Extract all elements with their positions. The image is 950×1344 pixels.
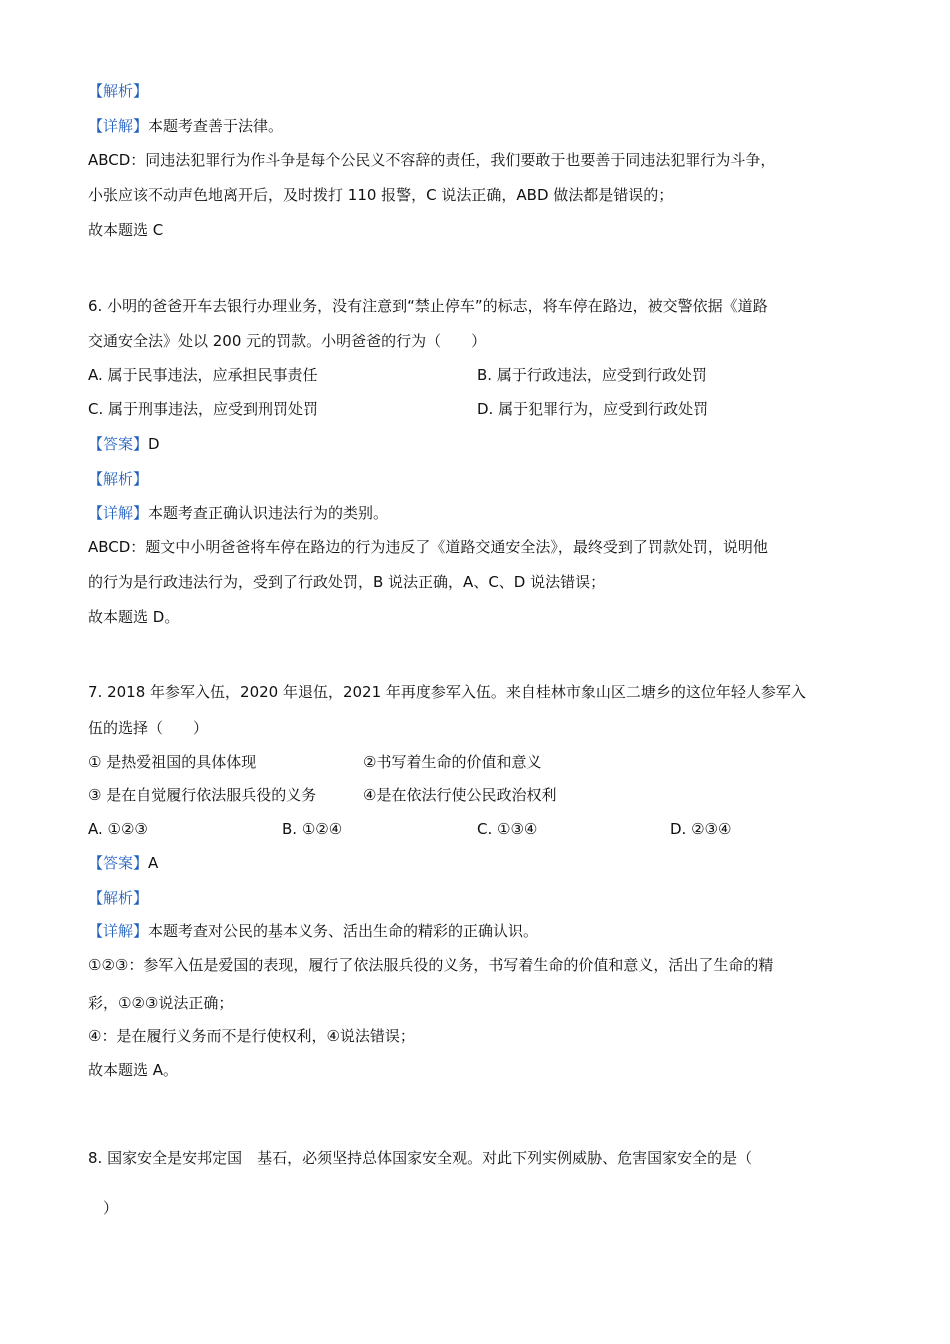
q7-option-c: C. ①③④ xyxy=(477,820,538,838)
explanation-line: 小张应该不动声色地离开后，及时拨打 110 报警，C 说法正确，ABD 做法都是错误的； xyxy=(88,186,674,204)
q7-stem-line: 7. 2018 年参军入伍，2020 年退伍，2021 年再度参军入伍。来自桂林市象山区二塘乡的这位年轻人参军入 xyxy=(88,683,806,701)
explanation-line: ABCD：同违法犯罪行为作斗争是每个公民义不容辞的责任，我们要敢于也要善于同违法犯罪行为斗争， xyxy=(88,151,776,169)
detail-text: 本题考查善于法律。 xyxy=(148,117,284,135)
analysis-label: 【解析】 xyxy=(88,82,149,100)
analysis-label: 【解析】 xyxy=(88,470,149,488)
explanation-line: ①②③：参军入伍是爱国的表现，履行了依法服兵役的义务，书写着生命的价值和意义，活出了生命的精 xyxy=(88,956,774,974)
conclusion-line: 故本题选 D。 xyxy=(88,608,180,626)
explanation-line: ④：是在履行义务而不是行使权利，④说法错误； xyxy=(88,1027,415,1045)
explanation-line: 彩，①②③说法正确； xyxy=(88,994,234,1012)
q6-option-d: D. 属于犯罪行为，应受到行政处罚 xyxy=(477,400,709,418)
answer-value: D xyxy=(148,435,160,453)
detail-paragraph xyxy=(88,503,388,523)
q7-option-d: D. ②③④ xyxy=(670,820,732,838)
q7-item-4: ④是在依法行使公民政治权利 xyxy=(363,786,557,804)
explanation-line: ABCD：题文中小明爸爸将车停在路边的行为违反了《道路交通安全法》，最终受到了罚款处罚，说明他 xyxy=(88,538,768,556)
answer-label: 【答案】 xyxy=(88,854,149,872)
q8-stem-line: 8. 国家安全是安邦定国 基石，必须坚持总体国家安全观。对此下列实例威胁、危害国家安全的是（ xyxy=(88,1149,753,1167)
q7-stem-line: 伍的选择（ ） xyxy=(88,719,209,737)
q6-stem-line: 交通安全法》处以 200 元的罚款。小明爸爸的行为（ ） xyxy=(88,332,487,350)
q7-option-a: A. ①②③ xyxy=(88,820,148,838)
q6-stem-line: 6. 小明的爸爸开车去银行办理业务，没有注意到“禁止停车”的标志，将车停在路边，被交警依据《道路 xyxy=(88,297,768,315)
detail-paragraph xyxy=(88,921,538,941)
q6-option-c: C. 属于刑事违法，应受到刑罚处罚 xyxy=(88,400,319,418)
detail-paragraph xyxy=(88,116,283,136)
q7-item-2: ②书写着生命的价值和意义 xyxy=(363,753,542,771)
detail-label: 【详解】 xyxy=(88,922,149,940)
conclusion-line: 故本题选 A。 xyxy=(88,1061,179,1079)
answer-label: 【答案】 xyxy=(88,435,149,453)
conclusion-line: 故本题选 C xyxy=(88,221,164,239)
q6-option-b: B. 属于行政违法，应受到行政处罚 xyxy=(477,366,707,384)
analysis-label: 【解析】 xyxy=(88,889,149,907)
detail-label: 【详解】 xyxy=(88,504,149,522)
q6-answer xyxy=(88,434,160,454)
detail-text: 本题考查对公民的基本义务、活出生命的精彩的正确认识。 xyxy=(148,922,539,940)
explanation-line: 的行为是行政违法行为，受到了行政处罚，B 说法正确，A、C、D 说法错误； xyxy=(88,573,606,591)
q7-answer xyxy=(88,853,158,873)
q6-option-a: A. 属于民事违法，应承担民事责任 xyxy=(88,366,318,384)
q7-option-b: B. ①②④ xyxy=(282,820,343,838)
q8-stem-line: ） xyxy=(88,1199,119,1217)
q7-item-3: ③ 是在自觉履行依法服兵役的义务 xyxy=(88,786,317,804)
answer-value: A xyxy=(148,854,159,872)
detail-text: 本题考查正确认识违法行为的类别。 xyxy=(148,504,389,522)
detail-label: 【详解】 xyxy=(88,117,149,135)
q7-item-1: ① 是热爱祖国的具体体现 xyxy=(88,753,257,771)
